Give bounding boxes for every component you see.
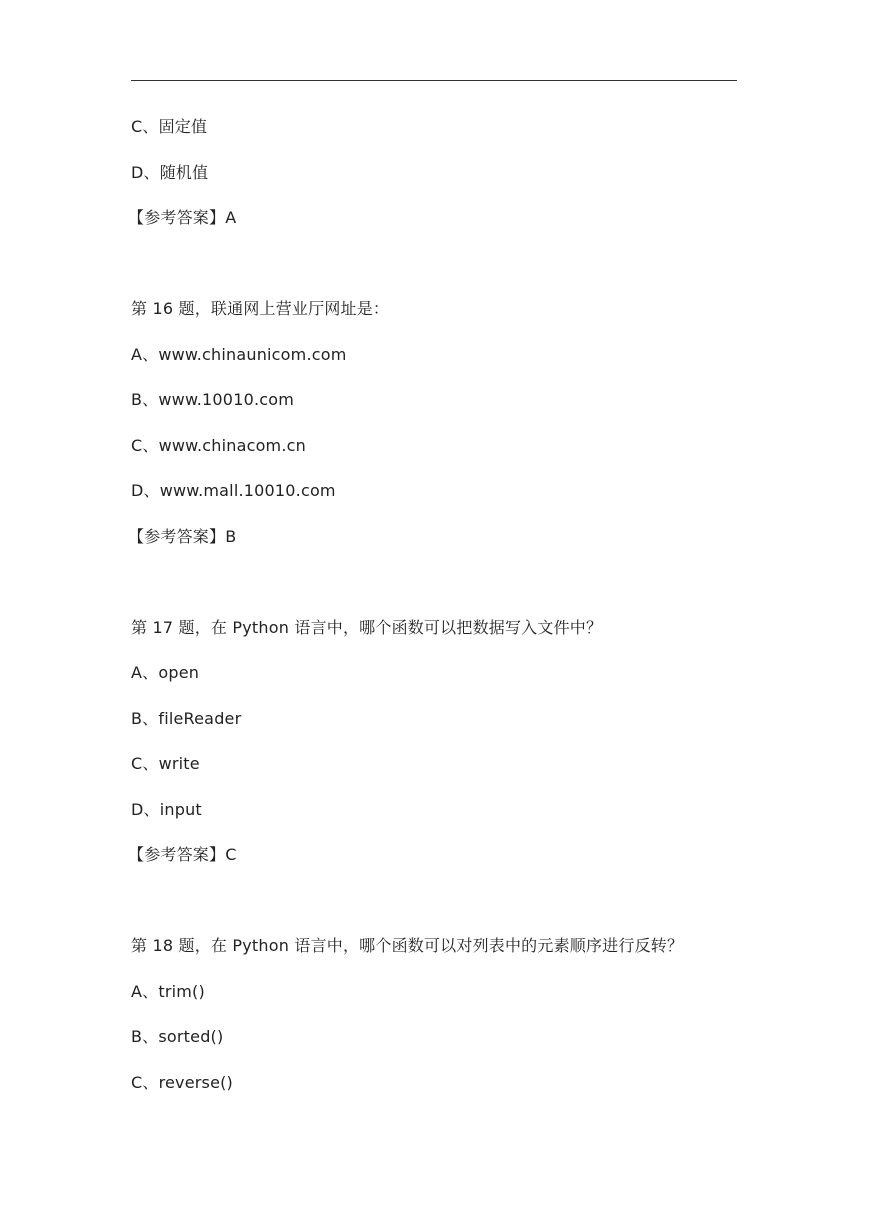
q18-option-c: C、reverse() — [131, 1073, 233, 1092]
q17-answer: 【参考答案】C — [128, 845, 237, 864]
q17-title: 第 17 题，在 Python 语言中，哪个函数可以把数据写入文件中？ — [131, 618, 603, 637]
prev-option-d: D、随机值 — [131, 163, 209, 182]
q16-answer: 【参考答案】B — [128, 527, 237, 546]
q18-title: 第 18 题，在 Python 语言中，哪个函数可以对列表中的元素顺序进行反转？ — [131, 936, 684, 955]
q17-option-b: B、fileReader — [131, 709, 242, 728]
q17-option-d: D、input — [131, 800, 202, 819]
prev-option-c: C、固定值 — [131, 117, 208, 136]
q16-option-a: A、www.chinaunicom.com — [131, 345, 347, 364]
q18-option-a: A、trim() — [131, 982, 205, 1001]
q16-option-c: C、www.chinacom.cn — [131, 436, 306, 455]
q17-option-c: C、write — [131, 754, 200, 773]
q16-option-d: D、www.mall.10010.com — [131, 481, 336, 500]
q17-option-a: A、open — [131, 663, 200, 682]
q18-option-b: B、sorted() — [131, 1027, 224, 1046]
prev-answer: 【参考答案】A — [128, 208, 237, 227]
header-rule — [131, 80, 737, 81]
q16-option-b: B、www.10010.com — [131, 390, 295, 409]
q16-title: 第 16 题，联通网上营业厅网址是： — [131, 299, 390, 318]
